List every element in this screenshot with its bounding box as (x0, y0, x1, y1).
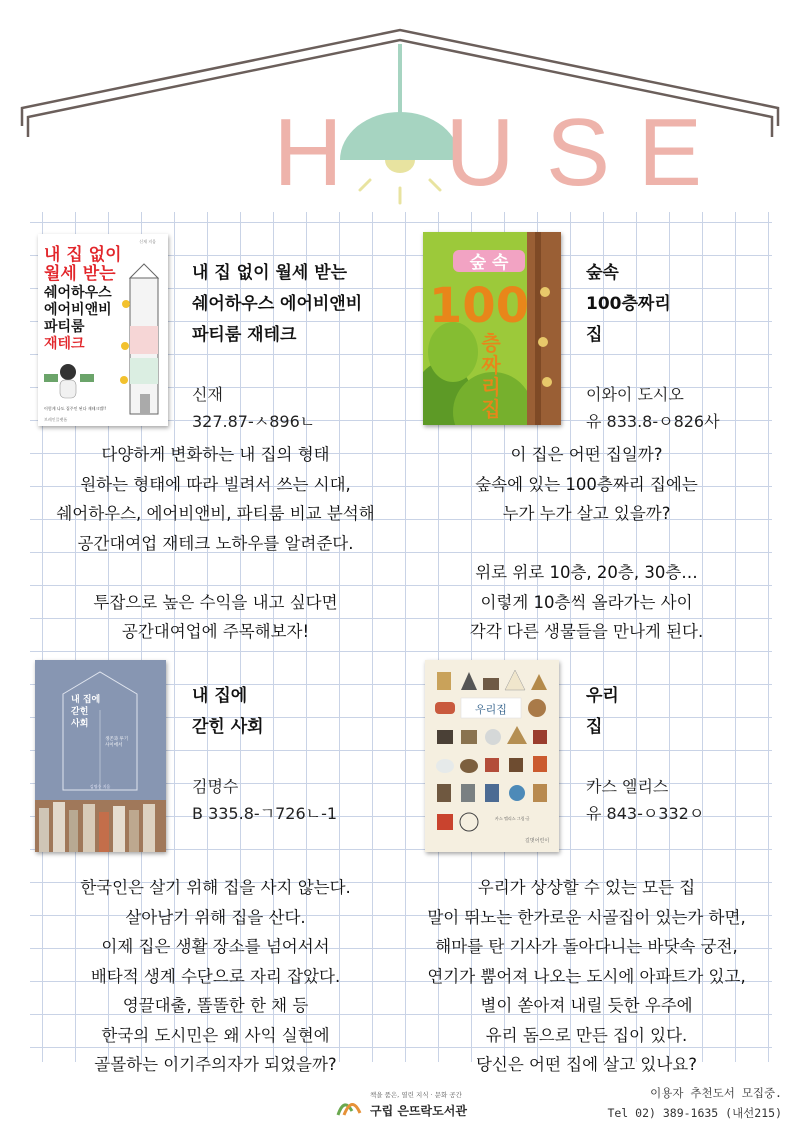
book-title-line: 내 집에 (192, 686, 248, 706)
footer-contact (607, 1083, 782, 1123)
header-banner (0, 0, 800, 215)
book-meta-3 (192, 681, 337, 827)
book-description-1: 다양하게 변화하는 내 집의 형태 원하는 형태에 따라 빌려서 쓰는 시대, 쉐어하우스, 에어비앤비, 파티룸 비교 분석해 공간대여업 재테크 노하우를 알려준다. 투잡으로 높은 수익을 내고 싶다면 공간대여업에 주목해보자! (56, 445, 375, 641)
library-name: 구립 은뜨락도서관 (370, 1104, 467, 1118)
svg-text:카스 엘리스 그림·글: 카스 엘리스 그림·글 (495, 816, 530, 821)
book-title-line: 내 집 없이 월세 받는 (192, 263, 348, 283)
book-title-line: 갇힌 사회 (192, 717, 264, 737)
svg-text:생존과 투기: 생존과 투기 (105, 737, 129, 742)
recruit-notice: 이용자 추천도서 모집중. (650, 1086, 782, 1100)
svg-text:월세 받는: 월세 받는 (44, 264, 116, 284)
book-call-number: 327.87-ㅅ896ㄴ (192, 412, 316, 431)
book-cover-4 (425, 660, 559, 852)
svg-text:숲 속: 숲 속 (469, 253, 509, 273)
book-author: 카스 엘리스 (586, 777, 669, 796)
book-title-line: 100층짜리 (586, 294, 671, 314)
header-letter-h: H (273, 99, 343, 206)
svg-text:브레인플랫폼: 브레인플랫폼 (44, 417, 68, 422)
book-title-line: 숲속 (586, 263, 619, 283)
book-call-number: B 335.8-ㄱ726ㄴ-1 (192, 804, 338, 823)
book-description-4: 우리가 상상할 수 있는 모든 집 말이 뛰노는 한가로운 시골집이 있는가 하면, 해마를 탄 기사가 돌아다니는 바닷속 궁전, 연기가 뿜어져 나오는 도시에 아파트가 있고, 별이 쏟아져 내릴 듯한 우주에 유리 돔으로 만든 집이 있다. 당신은 어떤 집에 살고 있나요? (427, 878, 746, 1074)
svg-text:내 집에: 내 집에 (71, 695, 101, 705)
library-slogan: 책을 품은, 열린 지식 · 문화 공간 (370, 1091, 462, 1099)
book-meta-1 (192, 258, 362, 435)
book-author: 이와이 도시오 (586, 385, 684, 404)
svg-text:우리집: 우리집 (475, 703, 507, 716)
svg-text:길벗어린이: 길벗어린이 (525, 838, 550, 844)
book-description-2: 이 집은 어떤 집일까? 숲속에 있는 100층짜리 집에는 누가 누가 살고 있을까? 위로 위로 10층, 20층, 30층… 이렇게 10층씩 올라가는 사이 각각 다른 생물들을 만나게 된다. (469, 445, 704, 641)
book-title-line: 파티룸 재테크 (192, 325, 297, 345)
header-illustration (0, 0, 800, 215)
svg-text:김명수 지음: 김명수 지음 (89, 784, 111, 789)
svg-text:쉐어하우스: 쉐어하우스 (44, 285, 112, 301)
svg-text:사이에서: 사이에서 (105, 743, 123, 748)
svg-text:재테크: 재테크 (44, 336, 85, 352)
book-cover-3 (35, 660, 166, 852)
book-title-line: 쉐어하우스 에어비앤비 (192, 294, 363, 314)
svg-text:이렇게 나도 집주인 된다 재테크법!!: 이렇게 나도 집주인 된다 재테크법!! (44, 406, 107, 411)
header-letter-e: E (637, 99, 703, 206)
book-title-line: 우리 (586, 686, 619, 706)
svg-text:집: 집 (481, 397, 501, 421)
svg-text:에어비앤비: 에어비앤비 (44, 302, 112, 318)
light-ray-icon (430, 180, 440, 190)
svg-text:갇힌: 갇힌 (71, 707, 89, 717)
header-letter-u: U (445, 99, 515, 206)
header-letter-s: S (545, 99, 611, 206)
book-author: 신재 (192, 385, 223, 404)
book-cover-2 (423, 232, 561, 425)
book-cover-1 (38, 234, 168, 426)
book-call-number: 유 843-ㅇ332ㅇ (586, 804, 705, 823)
book-call-number: 유 833.8-ㅇ826사 (586, 412, 720, 431)
book-meta-4 (586, 681, 704, 827)
svg-text:사회: 사회 (71, 719, 89, 729)
phone-number: Tel 02) 389-1635 (내선215) (607, 1106, 782, 1120)
book-title-line: 집 (586, 325, 603, 345)
svg-text:층: 층 (481, 331, 501, 355)
book-author: 김명수 (192, 777, 239, 796)
lamp-bulb-icon (385, 160, 415, 173)
lamp-shade-icon (340, 112, 460, 160)
svg-text:파티룸: 파티룸 (44, 319, 85, 335)
book-description-3: 한국인은 살기 위해 집을 사지 않는다. 살아남기 위해 집을 산다. 이제 집은 생활 장소를 넘어서서 배타적 생계 수단으로 자리 잡았다. 영끌대출, 똘똘한 한 채 등 한국의 도시민은 왜 사익 실현에 골몰하는 이기주의자가 되었을까? (80, 878, 351, 1074)
library-logo (330, 1085, 490, 1125)
svg-text:내 집 없이: 내 집 없이 (44, 245, 122, 265)
library-logo-icon (338, 1104, 360, 1115)
svg-text:신재 지음: 신재 지음 (139, 239, 156, 244)
svg-text:리: 리 (481, 375, 501, 399)
book-meta-2 (586, 258, 720, 435)
svg-text:100: 100 (428, 278, 530, 334)
svg-text:짜: 짜 (481, 353, 501, 377)
book-title-line: 집 (586, 717, 603, 737)
light-ray-icon (360, 180, 370, 190)
